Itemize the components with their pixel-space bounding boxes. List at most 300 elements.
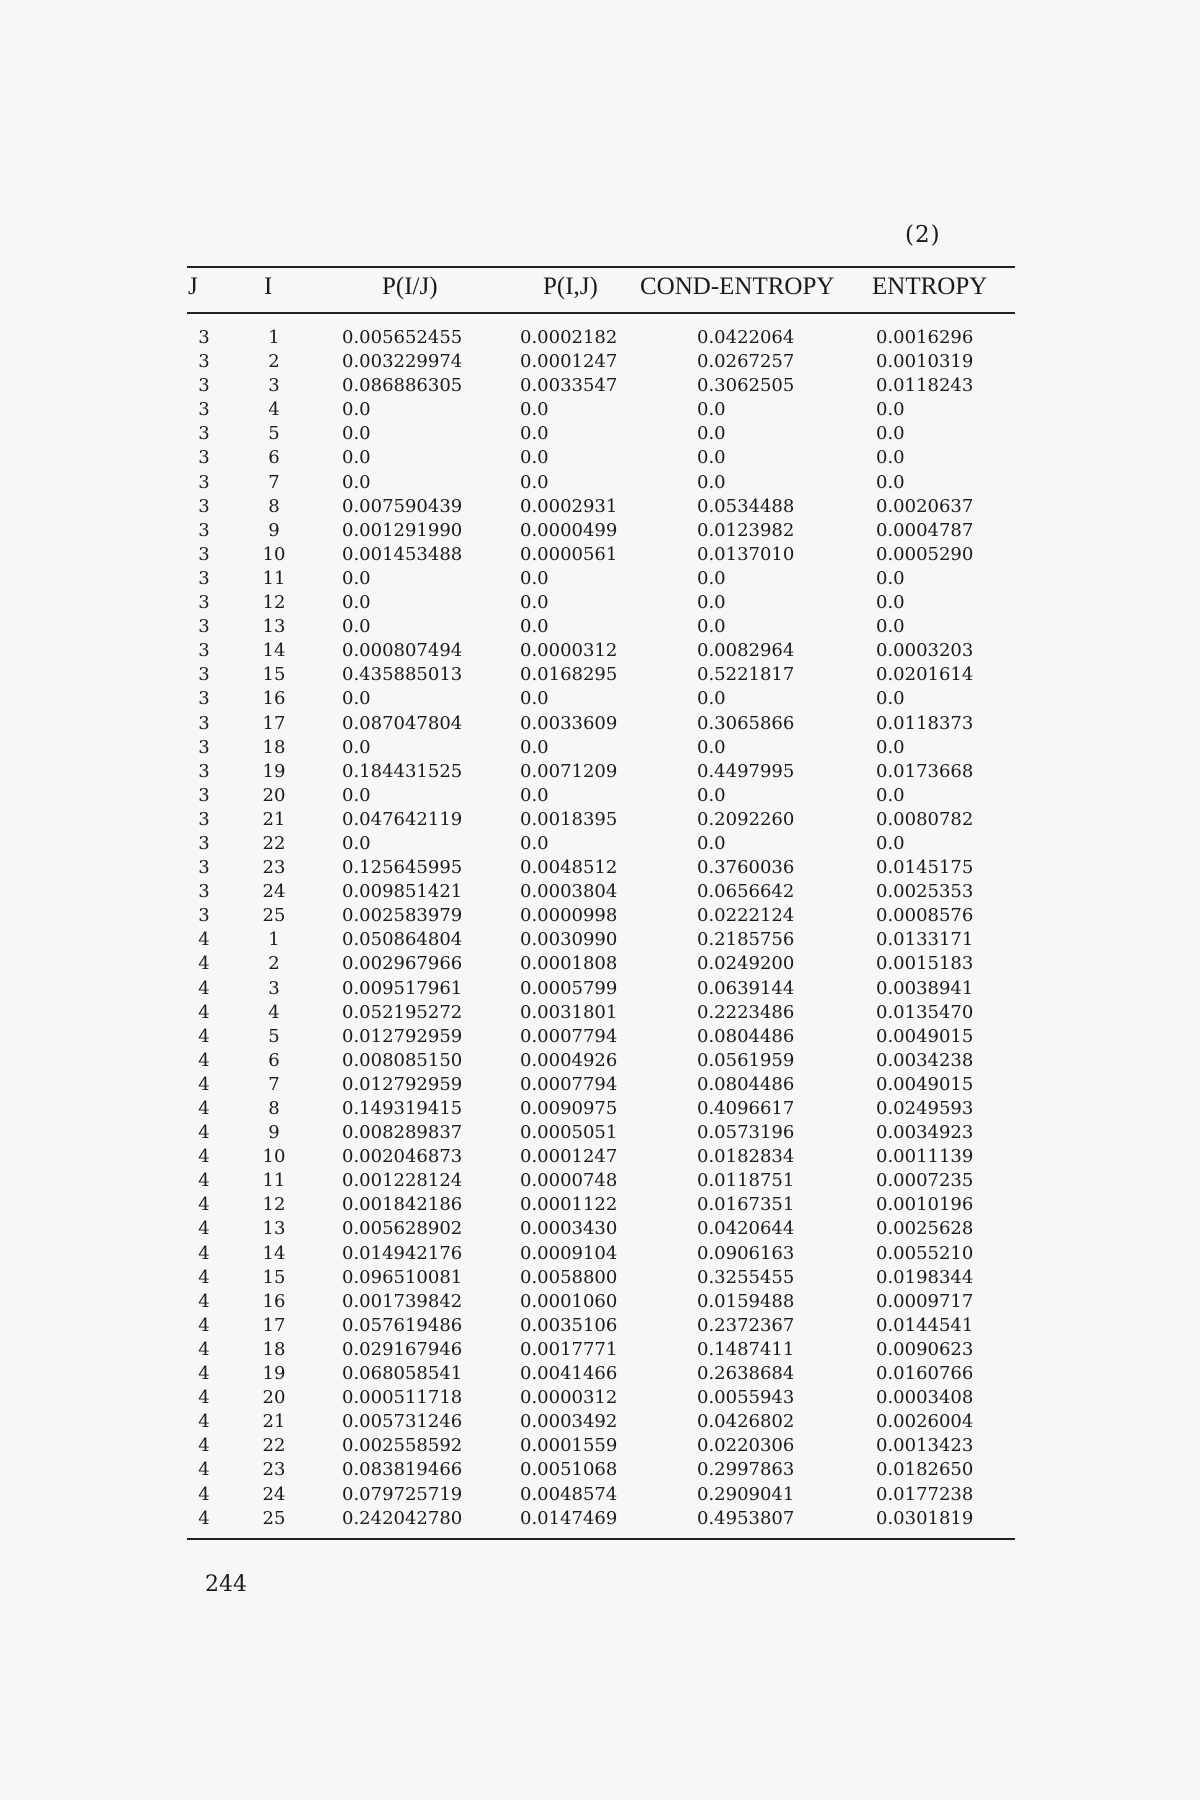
table-row	[0, 832, 1200, 856]
cell-j: 4	[198, 1170, 210, 1192]
cell-p-i-given-j: 0.184431525	[342, 760, 463, 782]
table-body	[0, 326, 1200, 1531]
cell-i: 24	[262, 1483, 286, 1505]
cell-cond-entropy: 0.2223486	[697, 1001, 795, 1023]
cell-cond-entropy: 0.2185756	[697, 929, 795, 951]
table-row	[0, 639, 1200, 663]
cell-entropy: 0.0182650	[876, 1459, 974, 1481]
cell-j: 3	[198, 447, 210, 469]
table-row	[0, 1073, 1200, 1097]
cell-p-i-given-j: 0.001228124	[342, 1170, 463, 1192]
cell-entropy: 0.0	[876, 592, 905, 614]
cell-p-i-given-j: 0.000807494	[342, 640, 463, 662]
cell-j: 4	[198, 1001, 210, 1023]
cell-cond-entropy: 0.0573196	[697, 1122, 795, 1144]
cell-entropy: 0.0038941	[876, 977, 974, 999]
cell-entropy: 0.0007235	[876, 1170, 974, 1192]
cell-entropy: 0.0301819	[876, 1507, 974, 1529]
table-row	[0, 1386, 1200, 1410]
cell-p-i-given-j: 0.052195272	[342, 1001, 463, 1023]
cell-j: 4	[198, 977, 210, 999]
cell-p-i-given-j: 0.001739842	[342, 1290, 463, 1312]
cell-j: 4	[198, 1025, 210, 1047]
table-row	[0, 446, 1200, 470]
cell-i: 19	[262, 1363, 286, 1385]
cell-p-i-given-j: 0.435885013	[342, 664, 463, 686]
cell-j: 3	[198, 519, 210, 541]
table-row	[0, 928, 1200, 952]
cell-i: 6	[268, 1049, 280, 1071]
table-row	[0, 350, 1200, 374]
table-row	[0, 736, 1200, 760]
cell-p-i-j: 0.0001808	[520, 953, 618, 975]
cell-i: 11	[262, 1170, 286, 1192]
cell-entropy: 0.0	[876, 616, 905, 638]
cell-p-i-j: 0.0041466	[520, 1363, 618, 1385]
header-p-i-given-j: P(I/J)	[382, 273, 438, 300]
cell-p-i-j: 0.0001122	[520, 1194, 618, 1216]
cell-entropy: 0.0090623	[876, 1338, 974, 1360]
cell-cond-entropy: 0.0	[697, 688, 726, 710]
cell-p-i-j: 0.0001247	[520, 351, 618, 373]
cell-j: 4	[198, 1338, 210, 1360]
cell-p-i-given-j: 0.0	[342, 471, 371, 493]
cell-entropy: 0.0009717	[876, 1290, 974, 1312]
cell-entropy: 0.0005290	[876, 543, 974, 565]
cell-i: 16	[262, 1290, 286, 1312]
table-row	[0, 1507, 1200, 1531]
cell-j: 3	[198, 905, 210, 927]
cell-cond-entropy: 0.0561959	[697, 1049, 795, 1071]
cell-cond-entropy: 0.2997863	[697, 1459, 795, 1481]
cell-j: 3	[198, 616, 210, 638]
cell-i: 14	[262, 1242, 286, 1264]
cell-cond-entropy: 0.3065866	[697, 712, 795, 734]
cell-i: 15	[262, 664, 286, 686]
cell-entropy: 0.0135470	[876, 1001, 974, 1023]
cell-cond-entropy: 0.0639144	[697, 977, 795, 999]
table-row	[0, 1242, 1200, 1266]
cell-cond-entropy: 0.2372367	[697, 1314, 795, 1336]
cell-i: 10	[262, 543, 286, 565]
cell-cond-entropy: 0.0804486	[697, 1025, 795, 1047]
cell-p-i-j: 0.0009104	[520, 1242, 618, 1264]
table-row	[0, 1025, 1200, 1049]
cell-p-i-given-j: 0.125645995	[342, 857, 463, 879]
cell-j: 3	[198, 664, 210, 686]
cell-i: 17	[262, 712, 286, 734]
cell-entropy: 0.0020637	[876, 495, 974, 517]
cell-p-i-j: 0.0000998	[520, 905, 618, 927]
cell-j: 3	[198, 881, 210, 903]
cell-j: 3	[198, 832, 210, 854]
cell-p-i-j: 0.0017771	[520, 1338, 618, 1360]
table-row	[0, 1121, 1200, 1145]
cell-p-i-j: 0.0003430	[520, 1218, 618, 1240]
cell-p-i-j: 0.0001060	[520, 1290, 618, 1312]
cell-i: 25	[262, 905, 286, 927]
table-row	[0, 519, 1200, 543]
cell-i: 3	[268, 977, 280, 999]
cell-p-i-j: 0.0	[520, 592, 549, 614]
cell-p-i-j: 0.0005051	[520, 1122, 618, 1144]
cell-cond-entropy: 0.0906163	[697, 1242, 795, 1264]
cell-i: 19	[262, 760, 286, 782]
cell-j: 4	[198, 1459, 210, 1481]
cell-entropy: 0.0015183	[876, 953, 974, 975]
table-row	[0, 1193, 1200, 1217]
cell-entropy: 0.0198344	[876, 1266, 974, 1288]
cell-cond-entropy: 0.0	[697, 832, 726, 854]
cell-p-i-j: 0.0	[520, 567, 549, 589]
cell-entropy: 0.0010196	[876, 1194, 974, 1216]
cell-i: 13	[262, 616, 286, 638]
cell-p-i-j: 0.0	[520, 471, 549, 493]
cell-j: 3	[198, 423, 210, 445]
table-row	[0, 1169, 1200, 1193]
cell-j: 4	[198, 1507, 210, 1529]
cell-p-i-given-j: 0.012792959	[342, 1073, 463, 1095]
table-header	[0, 273, 1200, 309]
table-row	[0, 591, 1200, 615]
cell-p-i-given-j: 0.001291990	[342, 519, 463, 541]
header-p-i-j: P(I,J)	[543, 273, 598, 300]
cell-entropy: 0.0144541	[876, 1314, 974, 1336]
cell-cond-entropy: 0.0	[697, 399, 726, 421]
cell-j: 3	[198, 857, 210, 879]
cell-p-i-given-j: 0.009851421	[342, 881, 463, 903]
table-bottom-rule	[187, 1538, 1015, 1540]
cell-j: 3	[198, 784, 210, 806]
cell-i: 14	[262, 640, 286, 662]
cell-p-i-given-j: 0.083819466	[342, 1459, 463, 1481]
table-top-rule	[187, 266, 1015, 268]
cell-cond-entropy: 0.0082964	[697, 640, 795, 662]
cell-p-i-given-j: 0.0	[342, 447, 371, 469]
cell-j: 3	[198, 375, 210, 397]
header-i: I	[264, 273, 273, 300]
cell-p-i-given-j: 0.005628902	[342, 1218, 463, 1240]
cell-i: 4	[268, 1001, 280, 1023]
cell-p-i-j: 0.0030990	[520, 929, 618, 951]
cell-p-i-given-j: 0.068058541	[342, 1363, 463, 1385]
cell-j: 4	[198, 1146, 210, 1168]
cell-j: 4	[198, 1049, 210, 1071]
cell-j: 4	[198, 1194, 210, 1216]
cell-entropy: 0.0249593	[876, 1098, 974, 1119]
table-row	[0, 615, 1200, 639]
cell-cond-entropy: 0.0137010	[697, 543, 795, 565]
cell-cond-entropy: 0.0422064	[697, 327, 795, 348]
cell-i: 9	[268, 1122, 280, 1144]
cell-i: 12	[262, 1194, 286, 1216]
cell-entropy: 0.0118243	[876, 375, 974, 397]
cell-i: 18	[262, 1338, 286, 1360]
cell-j: 4	[198, 1435, 210, 1457]
cell-cond-entropy: 0.0420644	[697, 1218, 795, 1240]
cell-p-i-j: 0.0003492	[520, 1411, 618, 1433]
cell-cond-entropy: 0.0182834	[697, 1146, 795, 1168]
cell-p-i-given-j: 0.149319415	[342, 1098, 463, 1119]
cell-j: 3	[198, 471, 210, 493]
cell-i: 21	[262, 808, 286, 830]
table-row	[0, 1290, 1200, 1314]
table-row	[0, 1314, 1200, 1338]
cell-p-i-given-j: 0.0	[342, 688, 371, 710]
cell-cond-entropy: 0.0	[697, 423, 726, 445]
table-row	[0, 712, 1200, 736]
cell-p-i-j: 0.0	[520, 688, 549, 710]
cell-p-i-given-j: 0.014942176	[342, 1242, 463, 1264]
table-row	[0, 1362, 1200, 1386]
cell-i: 7	[268, 1073, 280, 1095]
cell-p-i-given-j: 0.005731246	[342, 1411, 463, 1433]
cell-i: 13	[262, 1218, 286, 1240]
cell-j: 3	[198, 712, 210, 734]
cell-entropy: 0.0008576	[876, 905, 974, 927]
cell-p-i-j: 0.0048512	[520, 857, 618, 879]
cell-i: 10	[262, 1146, 286, 1168]
cell-p-i-j: 0.0	[520, 832, 549, 854]
cell-p-i-j: 0.0051068	[520, 1459, 618, 1481]
table-row	[0, 567, 1200, 591]
cell-j: 3	[198, 351, 210, 373]
cell-p-i-j: 0.0000312	[520, 1387, 618, 1409]
cell-p-i-given-j: 0.003229974	[342, 351, 463, 373]
cell-p-i-given-j: 0.007590439	[342, 495, 463, 517]
cell-p-i-given-j: 0.005652455	[342, 327, 463, 348]
cell-p-i-j: 0.0	[520, 736, 549, 758]
cell-entropy: 0.0133171	[876, 929, 974, 951]
cell-cond-entropy: 0.0123982	[697, 519, 795, 541]
cell-p-i-given-j: 0.242042780	[342, 1507, 463, 1529]
cell-p-i-j: 0.0000312	[520, 640, 618, 662]
cell-cond-entropy: 0.2092260	[697, 808, 795, 830]
cell-entropy: 0.0	[876, 688, 905, 710]
header-j: J	[188, 273, 198, 300]
cell-i: 15	[262, 1266, 286, 1288]
cell-p-i-given-j: 0.0	[342, 784, 371, 806]
cell-entropy: 0.0	[876, 423, 905, 445]
cell-p-i-given-j: 0.047642119	[342, 808, 463, 830]
table-row	[0, 495, 1200, 519]
cell-i: 2	[268, 953, 280, 975]
table-row	[0, 1217, 1200, 1241]
cell-cond-entropy: 0.4497995	[697, 760, 795, 782]
cell-i: 20	[262, 784, 286, 806]
cell-p-i-given-j: 0.050864804	[342, 929, 463, 951]
table-row	[0, 1097, 1200, 1121]
cell-cond-entropy: 0.0118751	[697, 1170, 795, 1192]
table-row	[0, 784, 1200, 808]
cell-i: 21	[262, 1411, 286, 1433]
cell-cond-entropy: 0.0804486	[697, 1073, 795, 1095]
cell-p-i-j: 0.0000561	[520, 543, 618, 565]
table-row	[0, 952, 1200, 976]
cell-p-i-j: 0.0007794	[520, 1025, 618, 1047]
cell-cond-entropy: 0.1487411	[697, 1338, 795, 1360]
cell-cond-entropy: 0.3255455	[697, 1266, 795, 1288]
cell-cond-entropy: 0.0	[697, 784, 726, 806]
cell-cond-entropy: 0.0159488	[697, 1290, 795, 1312]
cell-i: 17	[262, 1314, 286, 1336]
cell-j: 4	[198, 953, 210, 975]
cell-j: 3	[198, 736, 210, 758]
cell-p-i-given-j: 0.029167946	[342, 1338, 463, 1360]
cell-cond-entropy: 0.4096617	[697, 1098, 795, 1119]
cell-i: 7	[268, 471, 280, 493]
cell-entropy: 0.0003203	[876, 640, 974, 662]
cell-i: 24	[262, 881, 286, 903]
cell-p-i-given-j: 0.002583979	[342, 905, 463, 927]
cell-j: 4	[198, 929, 210, 951]
cell-j: 4	[198, 1098, 210, 1119]
cell-entropy: 0.0	[876, 471, 905, 493]
cell-p-i-j: 0.0018395	[520, 808, 618, 830]
cell-p-i-j: 0.0058800	[520, 1266, 618, 1288]
cell-entropy: 0.0	[876, 399, 905, 421]
cell-p-i-given-j: 0.096510081	[342, 1266, 463, 1288]
table-row	[0, 1458, 1200, 1482]
cell-p-i-j: 0.0001559	[520, 1435, 618, 1457]
cell-entropy: 0.0	[876, 447, 905, 469]
cell-p-i-j: 0.0090975	[520, 1098, 618, 1119]
cell-j: 4	[198, 1314, 210, 1336]
table-row	[0, 880, 1200, 904]
cell-p-i-given-j: 0.002558592	[342, 1435, 463, 1457]
cell-p-i-j: 0.0	[520, 447, 549, 469]
cell-entropy: 0.0	[876, 736, 905, 758]
table-row	[0, 422, 1200, 446]
cell-i: 20	[262, 1387, 286, 1409]
cell-p-i-given-j: 0.000511718	[342, 1387, 463, 1409]
cell-cond-entropy: 0.0	[697, 471, 726, 493]
cell-cond-entropy: 0.2909041	[697, 1483, 795, 1505]
cell-i: 9	[268, 519, 280, 541]
cell-cond-entropy: 0.0	[697, 736, 726, 758]
cell-p-i-j: 0.0000748	[520, 1170, 618, 1192]
cell-p-i-j: 0.0071209	[520, 760, 618, 782]
cell-j: 3	[198, 808, 210, 830]
cell-entropy: 0.0145175	[876, 857, 974, 879]
cell-p-i-given-j: 0.002967966	[342, 953, 463, 975]
cell-entropy: 0.0	[876, 832, 905, 854]
cell-p-i-j: 0.0001247	[520, 1146, 618, 1168]
table-row	[0, 471, 1200, 495]
table-row	[0, 977, 1200, 1001]
cell-p-i-given-j: 0.0	[342, 592, 371, 614]
table-row	[0, 374, 1200, 398]
cell-j: 3	[198, 760, 210, 782]
cell-p-i-j: 0.0033547	[520, 375, 618, 397]
cell-p-i-given-j: 0.0	[342, 399, 371, 421]
cell-p-i-given-j: 0.079725719	[342, 1483, 463, 1505]
cell-cond-entropy: 0.3062505	[697, 375, 795, 397]
cell-p-i-j: 0.0035106	[520, 1314, 618, 1336]
cell-cond-entropy: 0.0	[697, 592, 726, 614]
table-row	[0, 398, 1200, 422]
cell-j: 3	[198, 688, 210, 710]
cell-j: 3	[198, 399, 210, 421]
table-row	[0, 904, 1200, 928]
cell-entropy: 0.0034238	[876, 1049, 974, 1071]
cell-j: 3	[198, 543, 210, 565]
cell-entropy: 0.0173668	[876, 760, 974, 782]
cell-j: 4	[198, 1483, 210, 1505]
cell-p-i-given-j: 0.0	[342, 423, 371, 445]
cell-i: 23	[262, 1459, 286, 1481]
cell-entropy: 0.0160766	[876, 1363, 974, 1385]
cell-j: 3	[198, 327, 210, 348]
cell-p-i-j: 0.0	[520, 399, 549, 421]
cell-i: 1	[268, 327, 280, 348]
cell-i: 6	[268, 447, 280, 469]
table-row	[0, 1001, 1200, 1025]
cell-i: 8	[268, 495, 280, 517]
cell-i: 22	[262, 832, 286, 854]
cell-cond-entropy: 0.0	[697, 616, 726, 638]
cell-j: 3	[198, 592, 210, 614]
cell-p-i-given-j: 0.0	[342, 736, 371, 758]
cell-cond-entropy: 0.0	[697, 567, 726, 589]
cell-j: 4	[198, 1073, 210, 1095]
cell-p-i-given-j: 0.001842186	[342, 1194, 463, 1216]
cell-p-i-given-j: 0.009517961	[342, 977, 463, 999]
table-row	[0, 1145, 1200, 1169]
cell-entropy: 0.0118373	[876, 712, 974, 734]
table-row	[0, 1049, 1200, 1073]
cell-p-i-j: 0.0002182	[520, 327, 618, 348]
cell-entropy: 0.0011139	[876, 1146, 974, 1168]
cell-entropy: 0.0016296	[876, 327, 974, 348]
cell-p-i-j: 0.0	[520, 784, 549, 806]
cell-i: 4	[268, 399, 280, 421]
cell-p-i-given-j: 0.0	[342, 567, 371, 589]
cell-cond-entropy: 0.0222124	[697, 905, 795, 927]
cell-p-i-j: 0.0031801	[520, 1001, 618, 1023]
cell-entropy: 0.0055210	[876, 1242, 974, 1264]
cell-cond-entropy: 0.5221817	[697, 664, 795, 686]
cell-i: 25	[262, 1507, 286, 1529]
cell-i: 5	[268, 1025, 280, 1047]
cell-entropy: 0.0025353	[876, 881, 974, 903]
cell-p-i-given-j: 0.087047804	[342, 712, 463, 734]
cell-i: 23	[262, 857, 286, 879]
cell-j: 4	[198, 1242, 210, 1264]
cell-i: 5	[268, 423, 280, 445]
cell-p-i-j: 0.0033609	[520, 712, 618, 734]
cell-j: 4	[198, 1387, 210, 1409]
cell-entropy: 0.0026004	[876, 1411, 974, 1433]
cell-entropy: 0.0003408	[876, 1387, 974, 1409]
cell-p-i-given-j: 0.0	[342, 832, 371, 854]
cell-p-i-j: 0.0147469	[520, 1507, 618, 1529]
cell-cond-entropy: 0.0656642	[697, 881, 795, 903]
cell-p-i-given-j: 0.008289837	[342, 1122, 463, 1144]
cell-cond-entropy: 0.0055943	[697, 1387, 795, 1409]
cell-i: 22	[262, 1435, 286, 1457]
cell-cond-entropy: 0.4953807	[697, 1507, 795, 1529]
cell-j: 3	[198, 567, 210, 589]
cell-p-i-j: 0.0	[520, 616, 549, 638]
table-row	[0, 543, 1200, 567]
cell-p-i-j: 0.0000499	[520, 519, 618, 541]
cell-p-i-j: 0.0007794	[520, 1073, 618, 1095]
cell-j: 4	[198, 1218, 210, 1240]
cell-cond-entropy: 0.0426802	[697, 1411, 795, 1433]
cell-cond-entropy: 0.0	[697, 447, 726, 469]
cell-i: 1	[268, 929, 280, 951]
